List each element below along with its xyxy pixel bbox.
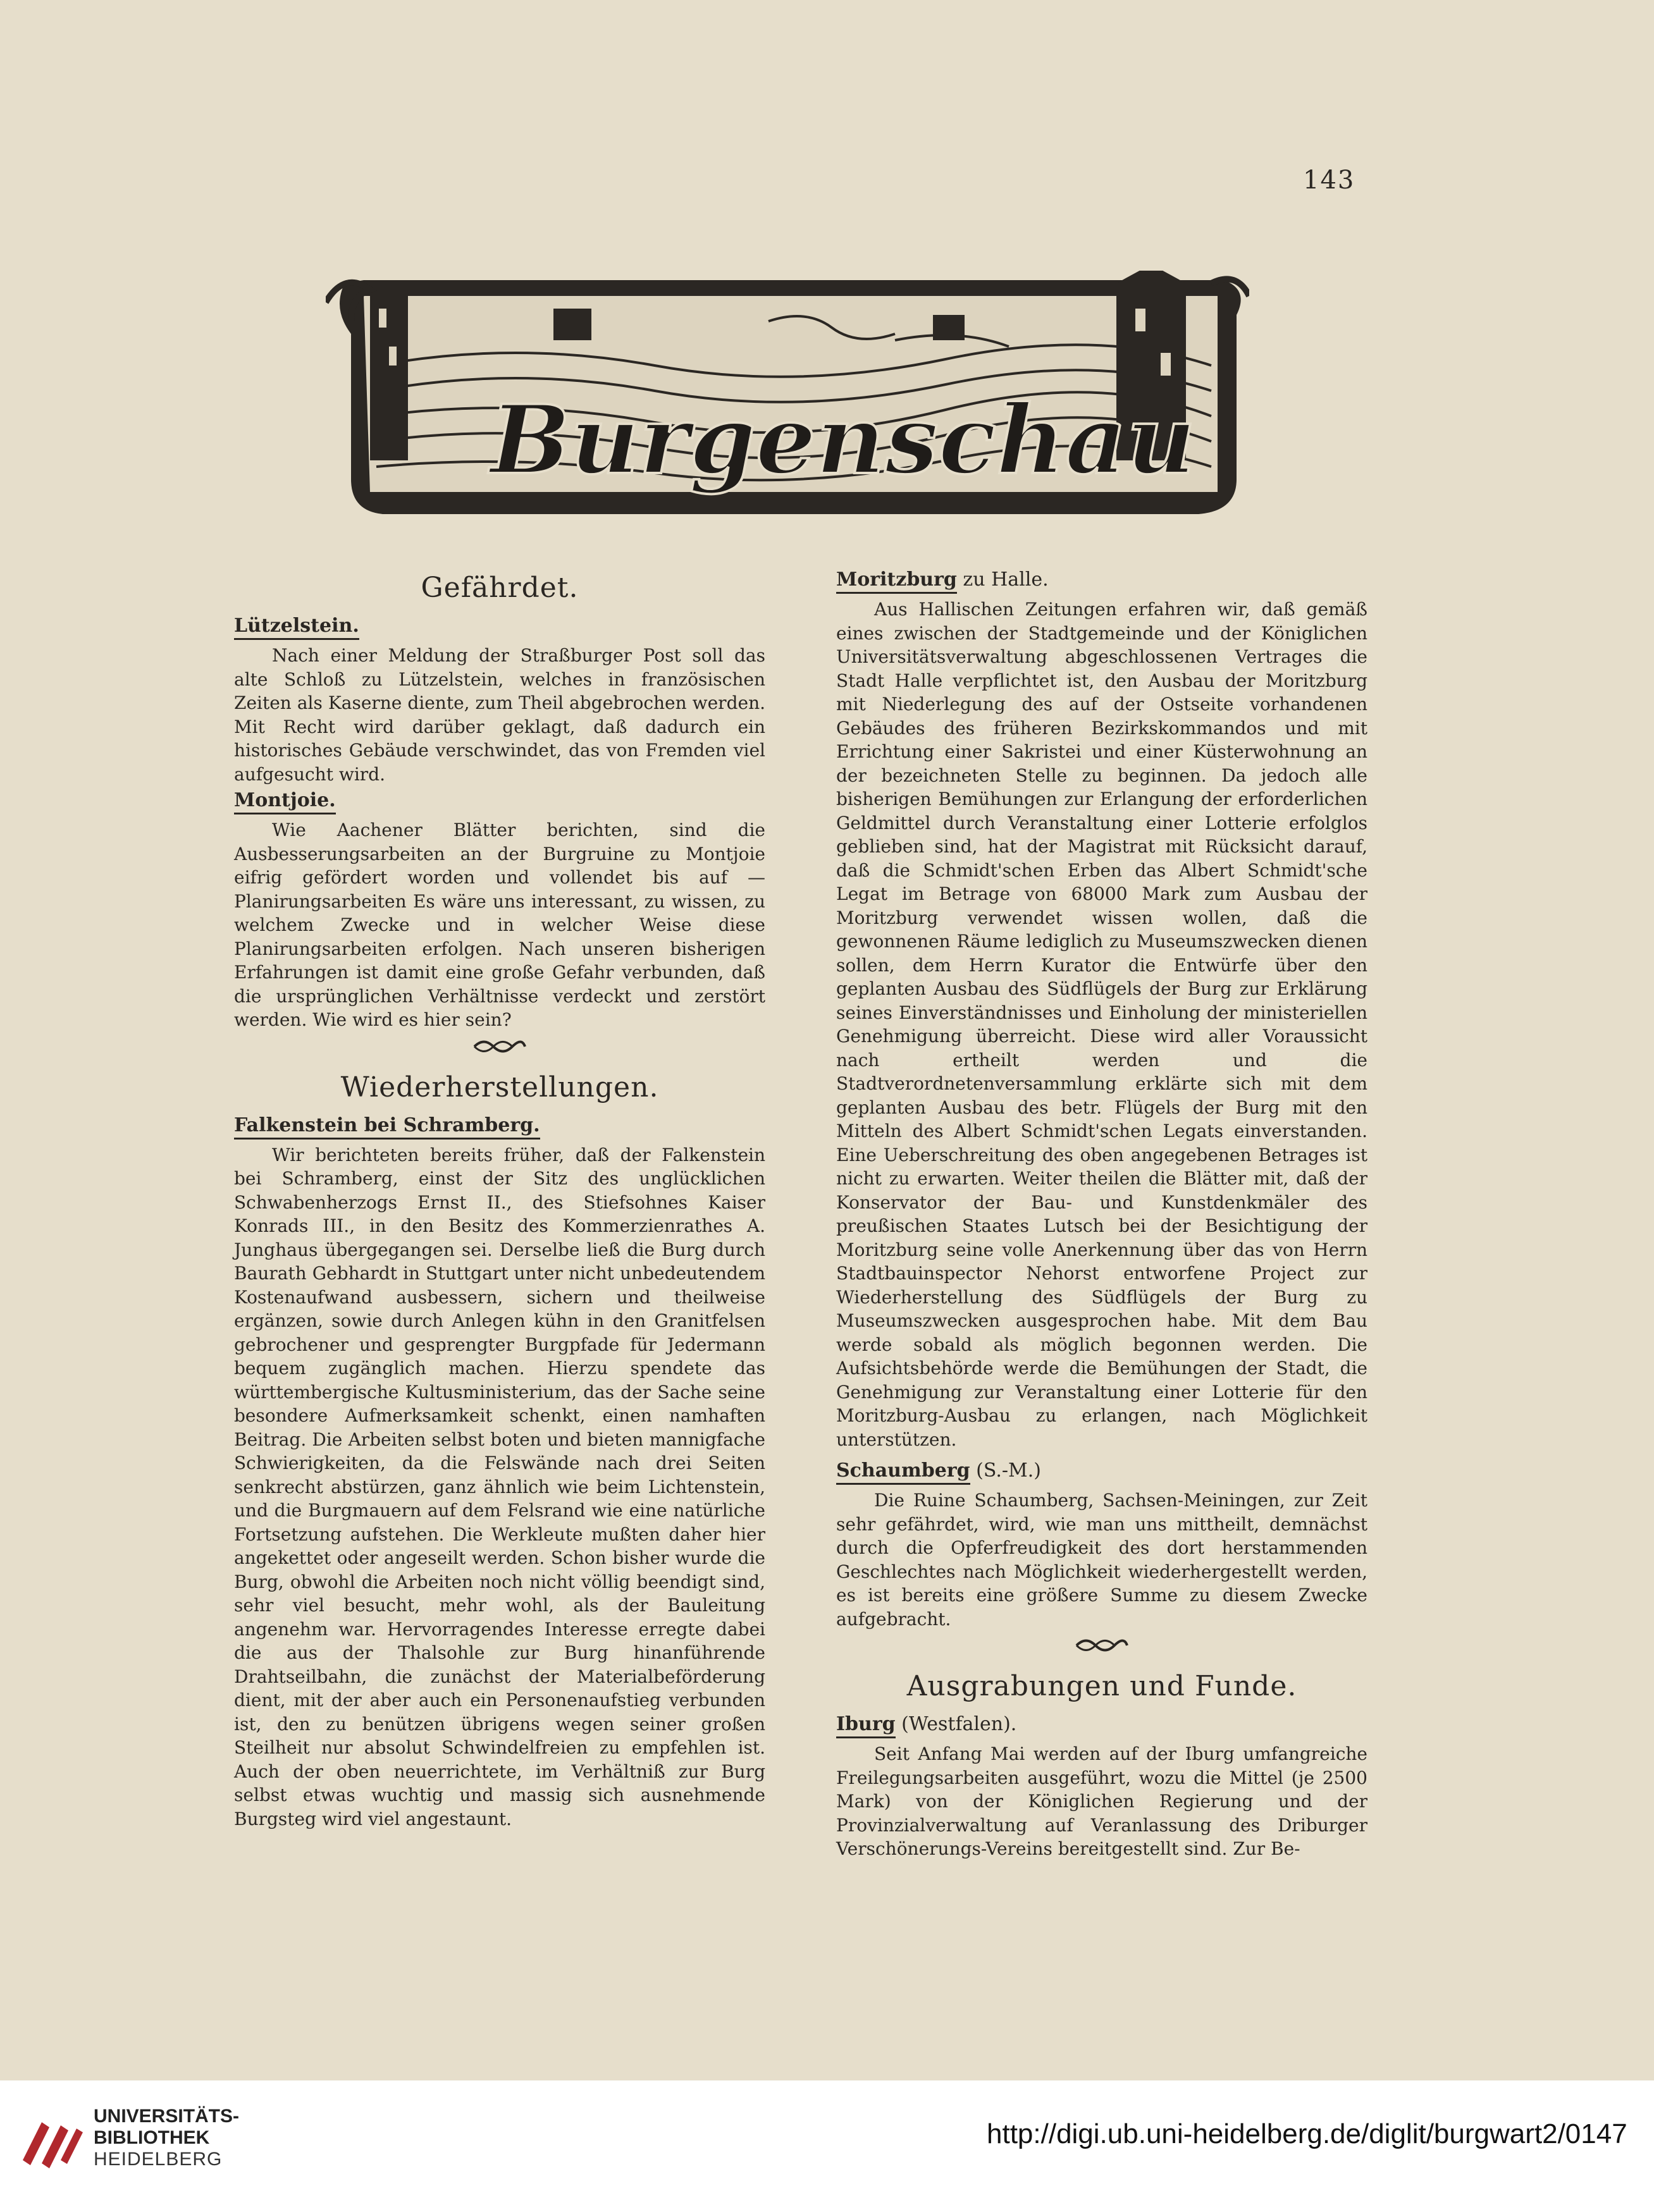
heading-luetzelstein: Lützelstein. bbox=[234, 614, 359, 640]
banner-title: Burgenschau bbox=[490, 384, 1196, 496]
heading-iburg-extra: (Westfalen). bbox=[895, 1713, 1017, 1735]
library-name-line-1: UNIVERSITÄTS- bbox=[94, 2106, 240, 2127]
article-iburg: Seit Anfang Mai werden auf der Iburg umfangreiche Freilegungsarbeiten ausgeführt, wozu die Mittel (je 2500 Mark) von der Königlichen Regierung und der Provinzialverwaltung auf Veranlassung des Driburger Verschönerungs-Vereins bereitgestellt sind. Zur Be- bbox=[836, 1743, 1367, 1859]
heading-moritzburg-extra: zu Halle. bbox=[956, 568, 1049, 591]
source-url-link[interactable]: http://digi.ub.uni-heidelberg.de/diglit/burgwart2/0147 bbox=[987, 2118, 1627, 2149]
article-falkenstein: Wir berichteten bereits früher, daß der Falkenstein bei Schramberg, einst der Sitz des unglücklichen Schwabenherzogs Ernst II., des Stiefsohnes Kaiser Konrads III., in den Besitz des Kommerzienrathes A. Junghaus übergegangen sei. Derselbe ließ die Burg durch Baurath Gebhardt in Stuttgart unter nicht unbedeutendem Kostenaufwand ausbessern, sichern und theilweise ergänzen, sowie durch Anlegen kühn in den Granitfelsen gebrochener und gesprengter Burgpfade für Jedermann bequem zugänglich machen. Hierzu spendete das württembergische Kultusministerium, das der Sache seine besondere Aufmerksamkeit schenkt, einen namhaften Beitrag. Die Arbeiten selbst boten und bieten mannigfache Schwierigkeiten, da die Felswände nach drei Seiten senkrecht abstürzen, ganz ähnlich wie beim Lichtenstein, und die Burgmauern auf dem Felsrand wie eine natürliche Fortsetzung aufstehen. Die Werkleute mußten daher hier angekettet oder angeseilt werden. Schon bisher wurde die Burg, obwohl die Arbeiten noch nicht völlig beendigt sind, sehr viel besucht, mehr wohl, als der Bauleitung angenehm war. Hervorragendes Interesse erregte dabei die aus der Thalsohle zur Burg hinanführende Drahtseilbahn, die zunächst der Materialbeförderung dient, mit der aber auch ein Personenaufstieg verbunden ist, den zu benützen übrigens wegen seiner großen Steilheit nur absolut Schwindelfreien zu empfehlen ist. Auch der oben neuerrichtete, im Verhältniß zur Burg selbst etwas wuchtig und massig sich ausnehmende Burgsteg wird viel angestaunt. bbox=[234, 1144, 765, 1829]
university-library-logo-icon bbox=[16, 2110, 86, 2173]
heading-moritzburg: Moritzburg bbox=[836, 568, 957, 594]
library-name bbox=[94, 2106, 239, 2170]
section-title-ausgrabungen: Ausgrabungen und Funde. bbox=[906, 1670, 1297, 1702]
ornament-icon bbox=[471, 1037, 528, 1056]
section-title-wiederherstellungen: Wiederherstellungen. bbox=[340, 1071, 659, 1103]
ornament-divider-2 bbox=[836, 1636, 1367, 1661]
article-schaumberg: Die Ruine Schaumberg, Sachsen-Meiningen, zur Zeit sehr gefährdet, wird, wie man uns mittheilt, demnächst durch die Opferfreudigkeit des dort herstammenden Geschlechtes nach Möglichkeit wiederhergestellt werden, es ist bereits eine größere Summe zu diesem Zwecke aufgebracht. bbox=[836, 1490, 1367, 1630]
heading-iburg: Iburg bbox=[836, 1712, 896, 1738]
article-montjoie: Wie Aachener Blätter berichten, sind die Ausbesserungsarbeiten an der Burgruine zu Montjoie eifrig gefördert worden und vollendet bis auf — Planirungsarbeiten Es wäre uns interessant, zu wissen, zu welchem Zwecke und in welcher Weise diese Planirungsarbeiten erfolgen. Nach unseren bisherigen Erfahrungen ist damit eine große Gefahr verbunden, daß die ursprünglichen Verhältnisse verdeckt und zerstört werden. Wie wird es hier sein? bbox=[234, 820, 765, 1030]
heading-falkenstein: Falkenstein bei Schramberg. bbox=[234, 1114, 540, 1140]
heading-montjoie: Montjoie. bbox=[234, 789, 336, 814]
page-number: 143 bbox=[1303, 166, 1355, 195]
article-luetzelstein: Nach einer Meldung der Straßburger Post soll das alte Schloß zu Lützelstein, welches in französischen Zeiten als Kaserne diente, zum Theil abgebrochen werden. Mit Recht wird darüber geklagt, daß dadurch ein historisches Gebäude verschwindet, das von Fremden viel aufgesucht wird. bbox=[234, 645, 765, 785]
section-title-gefaehrdet: Gefährdet. bbox=[421, 572, 579, 604]
library-name-line-3: HEIDELBERG bbox=[94, 2149, 223, 2170]
ornament-divider bbox=[234, 1037, 765, 1062]
right-column bbox=[836, 563, 1367, 1861]
library-name-line-2: BIBLIOTHEK bbox=[94, 2127, 210, 2148]
left-column bbox=[234, 563, 765, 1831]
ornament-icon bbox=[1073, 1636, 1130, 1655]
burgenschau-banner bbox=[326, 271, 1249, 524]
heading-schaumberg-extra: (S.-M.) bbox=[970, 1459, 1041, 1482]
heading-schaumberg: Schaumberg bbox=[836, 1459, 970, 1485]
article-moritzburg: Aus Hallischen Zeitungen erfahren wir, daß gemäß eines zwischen der Stadtgemeinde und der Königlichen Universitätsverwaltung abgeschlossenen Vertrages die Stadt Halle verpflichtet ist, den Ausbau der Moritzburg mit Niederlegung des auf der Ostseite vorhandenen Gebäudes des früheren Bezirkskommandos und mit Errichtung einer Sakristei und einer Küsterwohnung an der bezeichneten Stelle zu beginnen. Da jedoch alle bisherigen Bemühungen zur Erlangung der erforderlichen Geldmittel durch Veranstaltung einer Lotterie erfolglos geblieben sind, hat der Magistrat mit Rücksicht darauf, daß die Schmidt'schen Erben das Albert Schmidt'sche Legat im Betrage von 68000 Mark zum Ausbau der Moritzburg verwendet wissen wollen, daß die gewonnenen Räume lediglich zu Museumszwecken dienen sollen, dem Herrn Kurator die Entwürfe über den geplanten Ausbau des Südflügels der Burg zur Erklärung seines Einverständnisses und Einholung der ministeriellen Genehmigung überreicht. Diese wird aller Voraussicht nach ertheilt werden und die Stadtverordnetenversammlung erklärte sich mit dem geplanten Ausbau des betr. Flügels der Burg mit den Mitteln des Albert Schmidt'schen Legats einverstanden. Eine Ueberschreitung des oben angegebenen Betrages ist nicht zu erwarten. Weiter theilen die Blätter mit, daß der Konservator der Bau- und Kunstdenkmäler des preußischen Staates Lutsch bei der Besichtigung der Moritzburg seine volle Anerkennung über das von Herrn Stadtbauinspector Nehorst entworfene Project zur Wiederherstellung des Südflügels der Burg zu Museumszwecken ausgesprochen habe. Mit dem Bau werde sobald als möglich begonnen werden. Die Aufsichtsbehörde werde die Bemühungen der Stadt, die Genehmigung zur Veranstaltung einer Lotterie für den Moritzburg-Ausbau zu erlangen, nach Möglichkeit unterstützen. bbox=[836, 599, 1367, 1450]
